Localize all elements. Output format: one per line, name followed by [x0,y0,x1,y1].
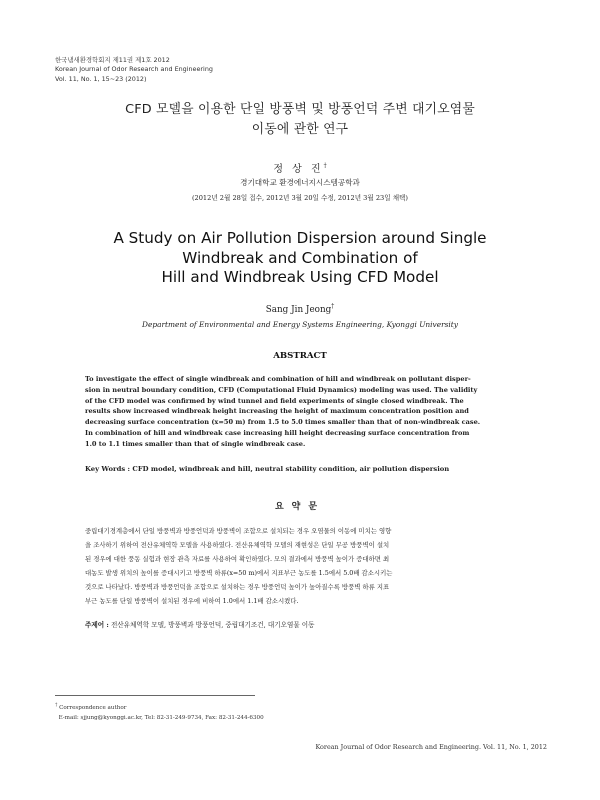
korean-abstract-line: 을 조사하기 위하여 전산유체역학 모델을 사용하였다. 전산유체역학 모델의 재현성은 단일 무공 방풍벽이 설치 [85,541,390,549]
korean-keywords [85,619,525,629]
abstract-line: To investigate the effect of single windbreak and combination of hill and windbreak on pollutant disper- [85,375,471,383]
english-author-name: Sang Jin Jeong [265,304,332,315]
korean-abstract-line: 대농도 발생 위치의 높이를 증대시키고 방풍벽 하류(x=50 m)에서 지표부근 농도를 1.5에서 5.0배 감소시키는 [85,569,393,577]
footnote [55,701,355,723]
korean-title-line-1: CFD 모델을 이용한 단일 방풍벽 및 방풍언덕 주변 대기오염물 [125,102,475,117]
footnote-correspondence [55,701,355,713]
korean-abstract-line: 된 경우에 대한 풍동 실험과 현장 관측 자료를 사용하여 확인하였다. 모의 결과에서 방풍벽 높이가 증대하면 최 [85,555,390,563]
english-author-mark: † [331,303,335,310]
korean-keywords-list: 전산유체역학 모델, 방풍벽과 방풍언덕, 중립대기조건, 대기오염물 이동 [108,621,315,629]
korean-submission-dates: (2012년 2월 28일 접수, 2012년 3월 20일 수정, 2012년 3월 23일 채택) [191,194,409,202]
footnote-contact [55,713,355,723]
abstract-line: 1.0 to 1.1 times smaller than that of single windbreak case. [85,439,306,448]
footnote-contact-text: E-mail: sjjung@kyonggi.ac.kr, Tel: 82-31-249-9734, Fax: 82-31-244-6300 [58,714,264,721]
journal-volume-info: Vol. 11, No. 1, 15~23 (2012) [55,74,147,83]
footnote-mark: † [55,703,58,708]
korean-author [0,160,600,175]
english-title-line-1: A Study on Air Pollution Dispersion around Single [113,229,487,247]
abstract-line: decreasing surface concentration (x=50 m) from 1.5 to 5.0 times smaller than that of non-windbreak case. [85,418,481,427]
korean-author-mark: † [323,162,327,170]
english-author [0,303,600,315]
english-title [60,229,540,288]
abstract-heading: ABSTRACT [273,351,327,361]
korean-abstract-line: 것으로 나타났다. 방풍벽과 방풍언덕을 조합으로 설치하는 경우 방풍언덕 높이가 높아질수록 방풍벽 하류 지표 [85,583,390,591]
english-title-line-2: Windbreak and Combination of [182,248,418,267]
korean-title [60,100,540,140]
korean-abstract-line: 중립대기경계층에서 단일 방풍벽과 방풍언덕과 방풍벽이 조합으로 설치되는 경우 오염물의 이동에 미치는 영향 [85,527,392,535]
journal-header-english: Korean Journal of Odor Research and Engineering [55,65,213,74]
keywords: Key Words : CFD model, windbreak and hill, neutral stability condition, air pollution dispersion [85,465,450,473]
abstract-line: of the CFD model was confirmed by wind tunnel and field experiments of single closed windbreak. The [85,396,464,405]
journal-header-korean: 한국냄새환경학회지 제11권 제1호 2012 [55,56,170,64]
english-title-line-3: Hill and Windbreak Using CFD Model [161,268,439,286]
korean-affiliation: 경기대학교 환경에너지시스템공학과 [240,178,360,187]
korean-title-line-2: 이동에 관한 연구 [251,122,349,137]
abstract-line: In combination of hill and windbreak case increasing hill height decreasing surface concentration from [85,428,470,437]
korean-author-name: 정 상 진 [273,164,324,175]
korean-abstract-line: 부근 농도를 단일 방풍벽이 설치된 경우에 비하여 1.0에서 1.1배 감소시켰다. [85,597,299,605]
korean-abstract-body [85,524,525,608]
abstract-line: results show increased windbreak height increasing the height of maximum concentration position and [85,407,469,416]
korean-abstract-heading: 요약문 [274,502,326,512]
page-footer: Korean Journal of Odor Research and Engineering. Vol. 11, No. 1, 2012 [315,743,547,751]
korean-keywords-label: 주제어 : [85,621,109,629]
journal-header [55,56,355,84]
english-affiliation: Department of Environmental and Energy Systems Engineering, Kyonggi University [142,320,458,329]
footnote-divider [55,695,255,696]
abstract-body [85,374,517,450]
footnote-correspondence-label: Correspondence author [59,704,127,711]
abstract-line: sion in neutral boundary condition, CFD (Computational Fluid Dynamics) modeling was used. The validity [85,385,478,394]
